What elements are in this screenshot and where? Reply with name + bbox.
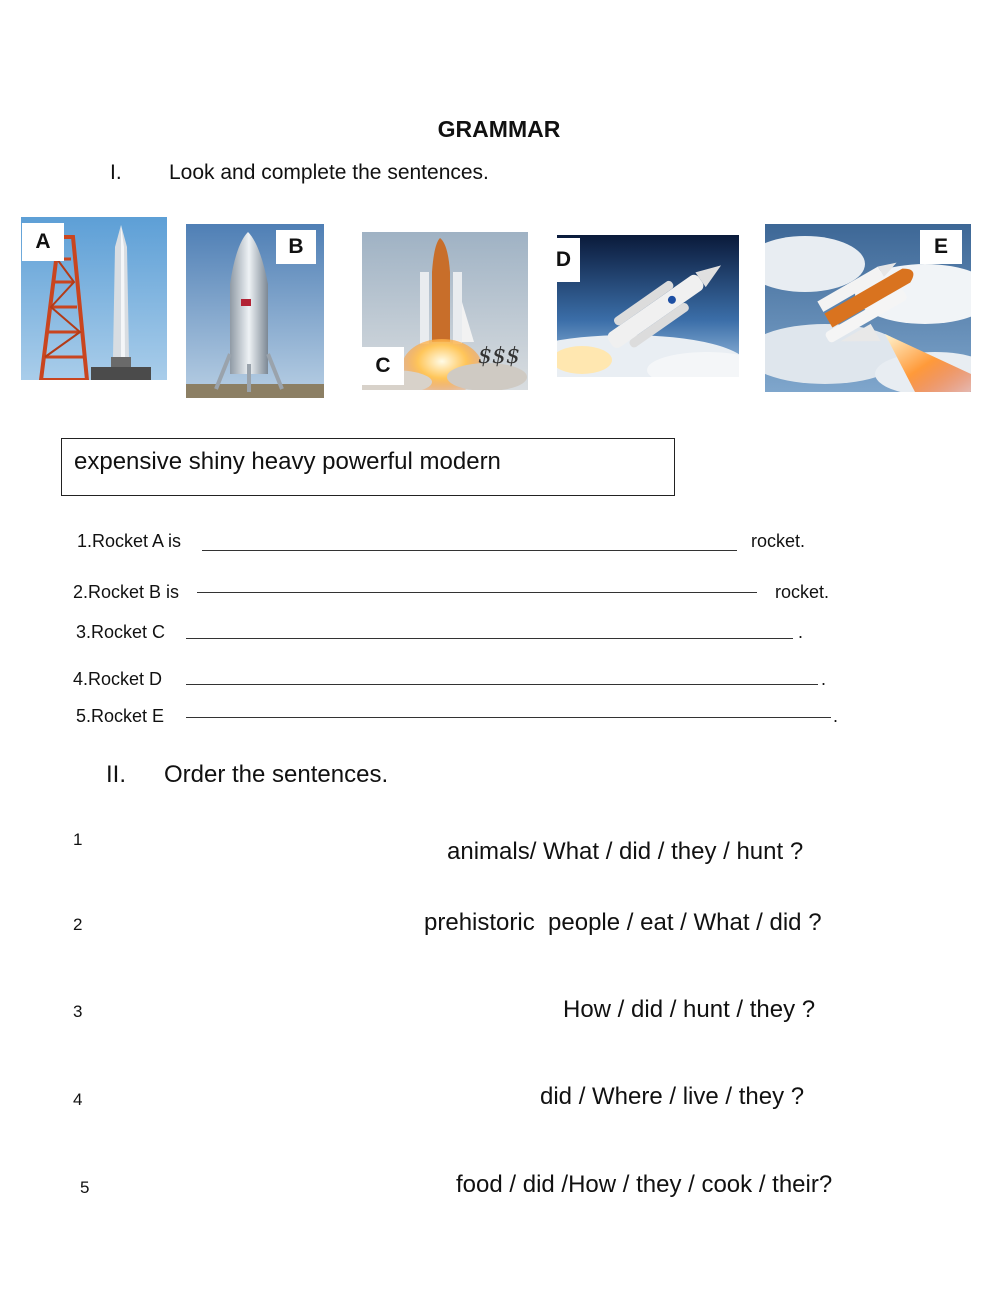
order-item-3-number: 3 <box>73 1002 83 1021</box>
word-bank-text: expensive shiny heavy powerful modern <box>74 448 501 475</box>
order-item-2-text: prehistoric people / eat / What / did ? <box>424 909 822 936</box>
page-title: GRAMMAR <box>437 116 561 142</box>
order-item-3-text: How / did / hunt / they ? <box>563 996 816 1023</box>
question-2-suffix: rocket. <box>775 582 830 602</box>
order-item-2-number: 2 <box>73 915 83 934</box>
question-5-answer-line[interactable] <box>186 717 831 718</box>
order-item-1-number: 1 <box>73 830 83 849</box>
order-item-5-number: 5 <box>80 1178 90 1197</box>
question-1-prefix: 1.Rocket A is <box>77 531 182 551</box>
question-3-suffix: . <box>798 622 804 642</box>
question-4-prefix: 4.Rocket D <box>73 669 163 689</box>
rocket-d-label: D <box>547 238 580 282</box>
question-4-suffix: . <box>821 669 827 689</box>
question-4-answer-line[interactable] <box>186 684 818 685</box>
order-item-4-number: 4 <box>73 1090 83 1109</box>
order-item-1-text: animals/ What / did / they / hunt ? <box>447 838 804 865</box>
rocket-c-label: C <box>362 347 404 385</box>
question-2-answer-line[interactable] <box>197 592 757 593</box>
rocket-a-label: A <box>22 223 64 261</box>
question-3-answer-line[interactable] <box>186 638 793 639</box>
rocket-c-price-note: $$$ <box>478 344 520 369</box>
section-2-number: II. <box>106 761 127 788</box>
section-2-instruction: Order the sentences. <box>164 761 389 788</box>
order-item-4-text: did / Where / live / they ? <box>540 1083 805 1110</box>
rocket-b-label: B <box>276 230 316 264</box>
question-1-suffix: rocket. <box>751 531 806 551</box>
question-3-prefix: 3.Rocket C <box>76 622 166 642</box>
question-2-prefix: 2.Rocket B is <box>73 582 180 602</box>
word-bank-box <box>61 438 675 496</box>
question-5-prefix: 5.Rocket E <box>76 706 165 726</box>
order-item-5-text: food / did /How / they / cook / their? <box>456 1171 833 1198</box>
rocket-d-image <box>557 235 739 377</box>
section-1-number: I. <box>110 161 122 184</box>
section-1-instruction: Look and complete the sentences. <box>169 161 489 184</box>
question-1-answer-line[interactable] <box>202 550 737 551</box>
rocket-e-label: E <box>920 230 962 264</box>
question-5-suffix: . <box>833 706 839 726</box>
